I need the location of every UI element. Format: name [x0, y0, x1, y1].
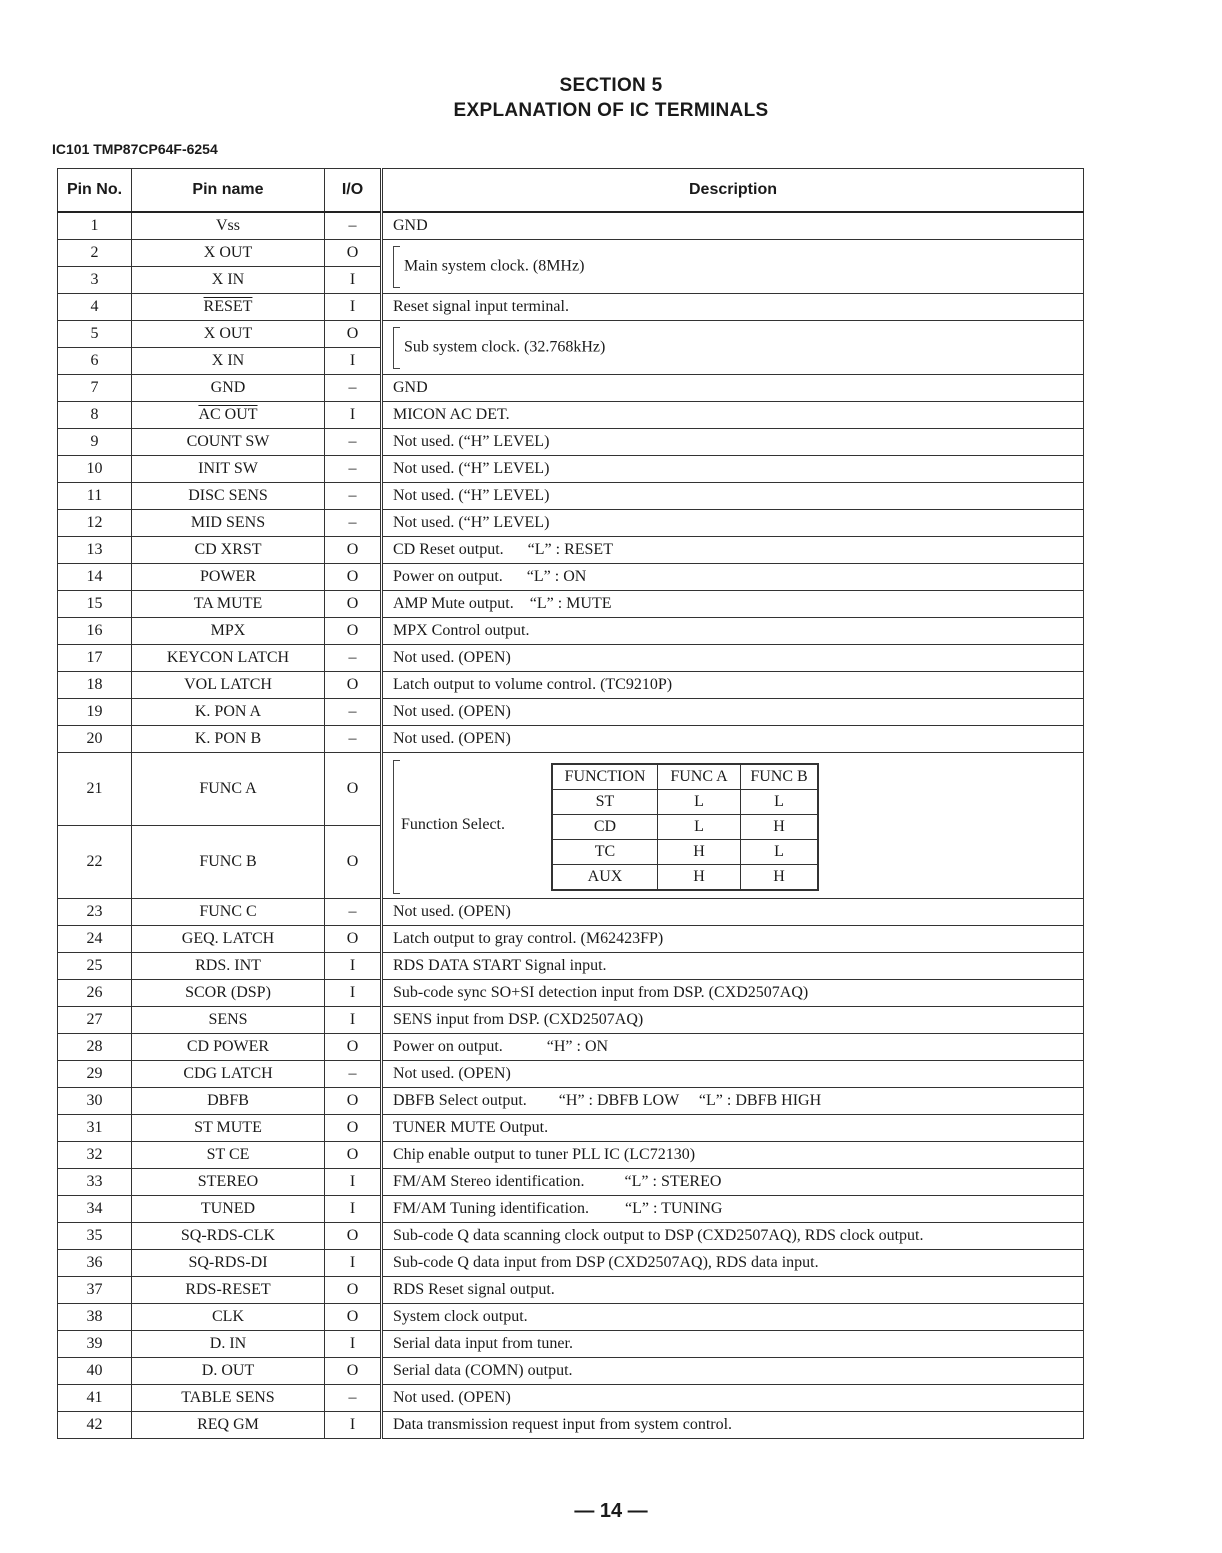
pin-name: CDG LATCH: [132, 1061, 325, 1088]
pin-description: Not used. (“H” LEVEL): [382, 510, 1084, 537]
pin-io: O: [325, 240, 382, 267]
table-row: [58, 953, 1084, 980]
pin-io: O: [325, 753, 382, 826]
pin-name: FUNC A: [132, 753, 325, 826]
pin-name: Vss: [132, 212, 325, 240]
pin-io: O: [325, 1304, 382, 1331]
pin-name: KEYCON LATCH: [132, 645, 325, 672]
pin-number: 23: [58, 899, 132, 926]
pin-description: Chip enable output to tuner PLL IC (LC72130): [382, 1142, 1084, 1169]
pin-name: MPX: [132, 618, 325, 645]
pin-description: MPX Control output.: [382, 618, 1084, 645]
pin-number: 12: [58, 510, 132, 537]
function-table-cell: L: [741, 789, 819, 814]
pin-number: 2: [58, 240, 132, 267]
pin-io: –: [325, 429, 382, 456]
table-row: [58, 1385, 1084, 1412]
pin-io: I: [325, 1250, 382, 1277]
pin-number: 24: [58, 926, 132, 953]
table-row: [58, 294, 1084, 321]
pin-number: 8: [58, 402, 132, 429]
pin-io: I: [325, 1007, 382, 1034]
pin-io: O: [325, 618, 382, 645]
pin-number: 22: [58, 826, 132, 899]
pin-io: –: [325, 1385, 382, 1412]
table-row: [58, 321, 1084, 348]
pin-name: X IN: [132, 348, 325, 375]
pin-description: Sub-code sync SO+SI detection input from DSP. (CXD2507AQ): [382, 980, 1084, 1007]
table-row: [58, 483, 1084, 510]
pin-io: O: [325, 1142, 382, 1169]
pin-io: –: [325, 699, 382, 726]
pin-description: Not used. (OPEN): [382, 1061, 1084, 1088]
pin-description: CD Reset output. “L” : RESET: [382, 537, 1084, 564]
function-table-cell: L: [658, 789, 741, 814]
function-select-label: Function Select.: [401, 815, 505, 833]
pin-number: 27: [58, 1007, 132, 1034]
pin-name: FUNC B: [132, 826, 325, 899]
function-table-cell: ST: [552, 789, 658, 814]
function-table-cell: TC: [552, 839, 658, 864]
pin-number: 11: [58, 483, 132, 510]
pin-name: AC OUT: [132, 402, 325, 429]
pin-number: 13: [58, 537, 132, 564]
pin-io: I: [325, 953, 382, 980]
section-heading: SECTION 5: [559, 75, 663, 96]
pin-description: [382, 321, 1084, 375]
pin-number: 18: [58, 672, 132, 699]
pin-io: O: [325, 591, 382, 618]
pin-io: –: [325, 483, 382, 510]
function-table-header-cell: FUNC B: [741, 764, 819, 790]
pin-name: ST MUTE: [132, 1115, 325, 1142]
pin-number: 4: [58, 294, 132, 321]
pin-name: REQ GM: [132, 1412, 325, 1439]
table-row: [58, 618, 1084, 645]
pin-description: Latch output to volume control. (TC9210P): [382, 672, 1084, 699]
pin-number: 14: [58, 564, 132, 591]
pin-number: 9: [58, 429, 132, 456]
pin-io: O: [325, 537, 382, 564]
pin-io: I: [325, 1196, 382, 1223]
function-table: [551, 763, 819, 891]
pin-number: 6: [58, 348, 132, 375]
brace-icon: [393, 327, 400, 369]
pin-number: 19: [58, 699, 132, 726]
pin-number: 20: [58, 726, 132, 753]
pin-description: Not used. (OPEN): [382, 1385, 1084, 1412]
header-description: Description: [382, 169, 1084, 213]
pin-description: Reset signal input terminal.: [382, 294, 1084, 321]
table-row: [58, 375, 1084, 402]
page-number: — 14 —: [574, 1500, 648, 1522]
pin-number: 7: [58, 375, 132, 402]
table-row: [58, 537, 1084, 564]
table-row: [58, 753, 1084, 826]
table-row: [58, 645, 1084, 672]
function-table-row: [552, 789, 818, 814]
pin-io: O: [325, 1115, 382, 1142]
pin-name: STEREO: [132, 1169, 325, 1196]
pin-description: GND: [382, 212, 1084, 240]
pin-number: 25: [58, 953, 132, 980]
pin-name: CD XRST: [132, 537, 325, 564]
pin-number: 26: [58, 980, 132, 1007]
table-row: [58, 1169, 1084, 1196]
pin-description: Serial data (COMN) output.: [382, 1358, 1084, 1385]
pin-number: 29: [58, 1061, 132, 1088]
pin-description: System clock output.: [382, 1304, 1084, 1331]
pin-io: O: [325, 1034, 382, 1061]
pin-number: 17: [58, 645, 132, 672]
pin-number: 41: [58, 1385, 132, 1412]
function-table-row: [552, 814, 818, 839]
pin-description: SENS input from DSP. (CXD2507AQ): [382, 1007, 1084, 1034]
pin-name: VOL LATCH: [132, 672, 325, 699]
pin-name: K. PON A: [132, 699, 325, 726]
function-table-cell: H: [741, 864, 819, 890]
pin-description: Data transmission request input from system control.: [382, 1412, 1084, 1439]
pin-io: –: [325, 456, 382, 483]
pin-number: 42: [58, 1412, 132, 1439]
pin-description: DBFB Select output. “H” : DBFB LOW “L” : DBFB HIGH: [382, 1088, 1084, 1115]
pin-io: –: [325, 375, 382, 402]
pin-description: Not used. (“H” LEVEL): [382, 429, 1084, 456]
pin-io: O: [325, 926, 382, 953]
pin-description: RDS Reset signal output.: [382, 1277, 1084, 1304]
pin-description: [382, 240, 1084, 294]
function-table-cell: H: [741, 814, 819, 839]
function-table-cell: CD: [552, 814, 658, 839]
function-table-cell: AUX: [552, 864, 658, 890]
function-table-header-cell: FUNCTION: [552, 764, 658, 790]
pin-number: 16: [58, 618, 132, 645]
pin-name: MID SENS: [132, 510, 325, 537]
function-table-header: [552, 764, 818, 790]
pin-number: 28: [58, 1034, 132, 1061]
pin-io: –: [325, 212, 382, 240]
table-row: [58, 926, 1084, 953]
pin-io: –: [325, 645, 382, 672]
pin-name: CD POWER: [132, 1034, 325, 1061]
pin-description: Not used. (OPEN): [382, 899, 1084, 926]
pin-io: I: [325, 402, 382, 429]
pin-number: 33: [58, 1169, 132, 1196]
pin-name: FUNC C: [132, 899, 325, 926]
pin-number: 5: [58, 321, 132, 348]
ic-label: IC101 TMP87CP64F-6254: [52, 141, 218, 157]
pin-name: INIT SW: [132, 456, 325, 483]
pin-io: O: [325, 1277, 382, 1304]
function-table-header-cell: FUNC A: [658, 764, 741, 790]
pin-name: RDS-RESET: [132, 1277, 325, 1304]
pin-description-text: Sub system clock. (32.768kHz): [404, 338, 606, 356]
table-row: [58, 429, 1084, 456]
pin-description: Sub-code Q data scanning clock output to DSP (CXD2507AQ), RDS clock output.: [382, 1223, 1084, 1250]
table-row: [58, 1250, 1084, 1277]
pin-io: O: [325, 321, 382, 348]
pin-name: SQ-RDS-CLK: [132, 1223, 325, 1250]
table-row: [58, 1196, 1084, 1223]
table-row: [58, 1358, 1084, 1385]
pin-description: FM/AM Stereo identification. “L” : STEREO: [382, 1169, 1084, 1196]
pin-name: RDS. INT: [132, 953, 325, 980]
brace-icon: [393, 760, 400, 894]
pin-number: 1: [58, 212, 132, 240]
function-table-cell: H: [658, 839, 741, 864]
pin-io: I: [325, 267, 382, 294]
pin-io: –: [325, 726, 382, 753]
pin-name: X OUT: [132, 240, 325, 267]
pin-name: DBFB: [132, 1088, 325, 1115]
pin-name: ST CE: [132, 1142, 325, 1169]
table-row: [58, 1061, 1084, 1088]
pin-number: 36: [58, 1250, 132, 1277]
function-table-row: [552, 839, 818, 864]
pin-description: FM/AM Tuning identification. “L” : TUNING: [382, 1196, 1084, 1223]
pin-description: MICON AC DET.: [382, 402, 1084, 429]
pin-io: –: [325, 899, 382, 926]
table-row: [58, 1034, 1084, 1061]
brace-icon: [393, 246, 400, 288]
pin-description-text: Main system clock. (8MHz): [404, 257, 585, 275]
pin-number: 38: [58, 1304, 132, 1331]
pin-io: O: [325, 1223, 382, 1250]
pin-name: COUNT SW: [132, 429, 325, 456]
pin-description: Latch output to gray control. (M62423FP): [382, 926, 1084, 953]
table-row: [58, 980, 1084, 1007]
pin-number: 21: [58, 753, 132, 826]
pin-table-body: [58, 212, 1084, 1439]
pin-number: 3: [58, 267, 132, 294]
table-row: [58, 456, 1084, 483]
pin-name: TA MUTE: [132, 591, 325, 618]
pin-description: Power on output. “H” : ON: [382, 1034, 1084, 1061]
pin-number: 10: [58, 456, 132, 483]
pin-name: D. OUT: [132, 1358, 325, 1385]
pin-description: Serial data input from tuner.: [382, 1331, 1084, 1358]
pin-io: O: [325, 564, 382, 591]
table-row: [58, 564, 1084, 591]
pin-table: [57, 168, 1084, 1439]
section-title: EXPLANATION OF IC TERMINALS: [453, 100, 769, 121]
pin-name: GEQ. LATCH: [132, 926, 325, 953]
pin-name: X IN: [132, 267, 325, 294]
pin-description: Not used. (“H” LEVEL): [382, 483, 1084, 510]
pin-io: O: [325, 1088, 382, 1115]
function-table-row: [552, 864, 818, 890]
table-row: [58, 726, 1084, 753]
function-table-cell: H: [658, 864, 741, 890]
table-row: [58, 1007, 1084, 1034]
table-row: [58, 510, 1084, 537]
table-row: [58, 1223, 1084, 1250]
pin-description: RDS DATA START Signal input.: [382, 953, 1084, 980]
pin-number: 40: [58, 1358, 132, 1385]
function-table-cell: L: [658, 814, 741, 839]
pin-name: CLK: [132, 1304, 325, 1331]
pin-name: TUNED: [132, 1196, 325, 1223]
pin-name: X OUT: [132, 321, 325, 348]
table-row: [58, 212, 1084, 240]
pin-name: RESET: [132, 294, 325, 321]
pin-name: SQ-RDS-DI: [132, 1250, 325, 1277]
pin-number: 37: [58, 1277, 132, 1304]
pin-description: Sub-code Q data input from DSP (CXD2507AQ), RDS data input.: [382, 1250, 1084, 1277]
pin-io: O: [325, 1358, 382, 1385]
pin-io: O: [325, 672, 382, 699]
header-io: I/O: [325, 169, 382, 213]
pin-io: I: [325, 348, 382, 375]
pin-description: AMP Mute output. “L” : MUTE: [382, 591, 1084, 618]
table-row: [58, 1412, 1084, 1439]
pin-io: O: [325, 826, 382, 899]
pin-io: I: [325, 980, 382, 1007]
pin-name: K. PON B: [132, 726, 325, 753]
pin-number: 15: [58, 591, 132, 618]
table-row: [58, 672, 1084, 699]
pin-number: 31: [58, 1115, 132, 1142]
table-row: [58, 402, 1084, 429]
pin-description: Not used. (OPEN): [382, 645, 1084, 672]
table-row: [58, 1142, 1084, 1169]
pin-description: Not used. (“H” LEVEL): [382, 456, 1084, 483]
table-header-row: [58, 169, 1084, 213]
pin-description: TUNER MUTE Output.: [382, 1115, 1084, 1142]
pin-name: POWER: [132, 564, 325, 591]
pin-io: –: [325, 510, 382, 537]
function-select-cell: [382, 753, 1084, 899]
pin-number: 35: [58, 1223, 132, 1250]
pin-io: I: [325, 1169, 382, 1196]
header-pin-name: Pin name: [132, 169, 325, 213]
table-row: [58, 1115, 1084, 1142]
pin-description: Not used. (OPEN): [382, 699, 1084, 726]
table-row: [58, 240, 1084, 267]
pin-name: SCOR (DSP): [132, 980, 325, 1007]
pin-name: DISC SENS: [132, 483, 325, 510]
table-row: [58, 699, 1084, 726]
pin-name: D. IN: [132, 1331, 325, 1358]
pin-name: SENS: [132, 1007, 325, 1034]
function-table-cell: L: [741, 839, 819, 864]
pin-number: 30: [58, 1088, 132, 1115]
header-pin-no: Pin No.: [58, 169, 132, 213]
pin-name: TABLE SENS: [132, 1385, 325, 1412]
table-row: [58, 1331, 1084, 1358]
table-row: [58, 1088, 1084, 1115]
pin-description: GND: [382, 375, 1084, 402]
pin-number: 34: [58, 1196, 132, 1223]
pin-name: GND: [132, 375, 325, 402]
table-row: [58, 591, 1084, 618]
pin-io: –: [325, 1061, 382, 1088]
pin-io: I: [325, 294, 382, 321]
pin-description: Not used. (OPEN): [382, 726, 1084, 753]
table-row: [58, 1304, 1084, 1331]
pin-io: I: [325, 1412, 382, 1439]
table-row: [58, 899, 1084, 926]
pin-number: 32: [58, 1142, 132, 1169]
pin-description: Power on output. “L” : ON: [382, 564, 1084, 591]
pin-io: I: [325, 1331, 382, 1358]
pin-number: 39: [58, 1331, 132, 1358]
table-row: [58, 1277, 1084, 1304]
